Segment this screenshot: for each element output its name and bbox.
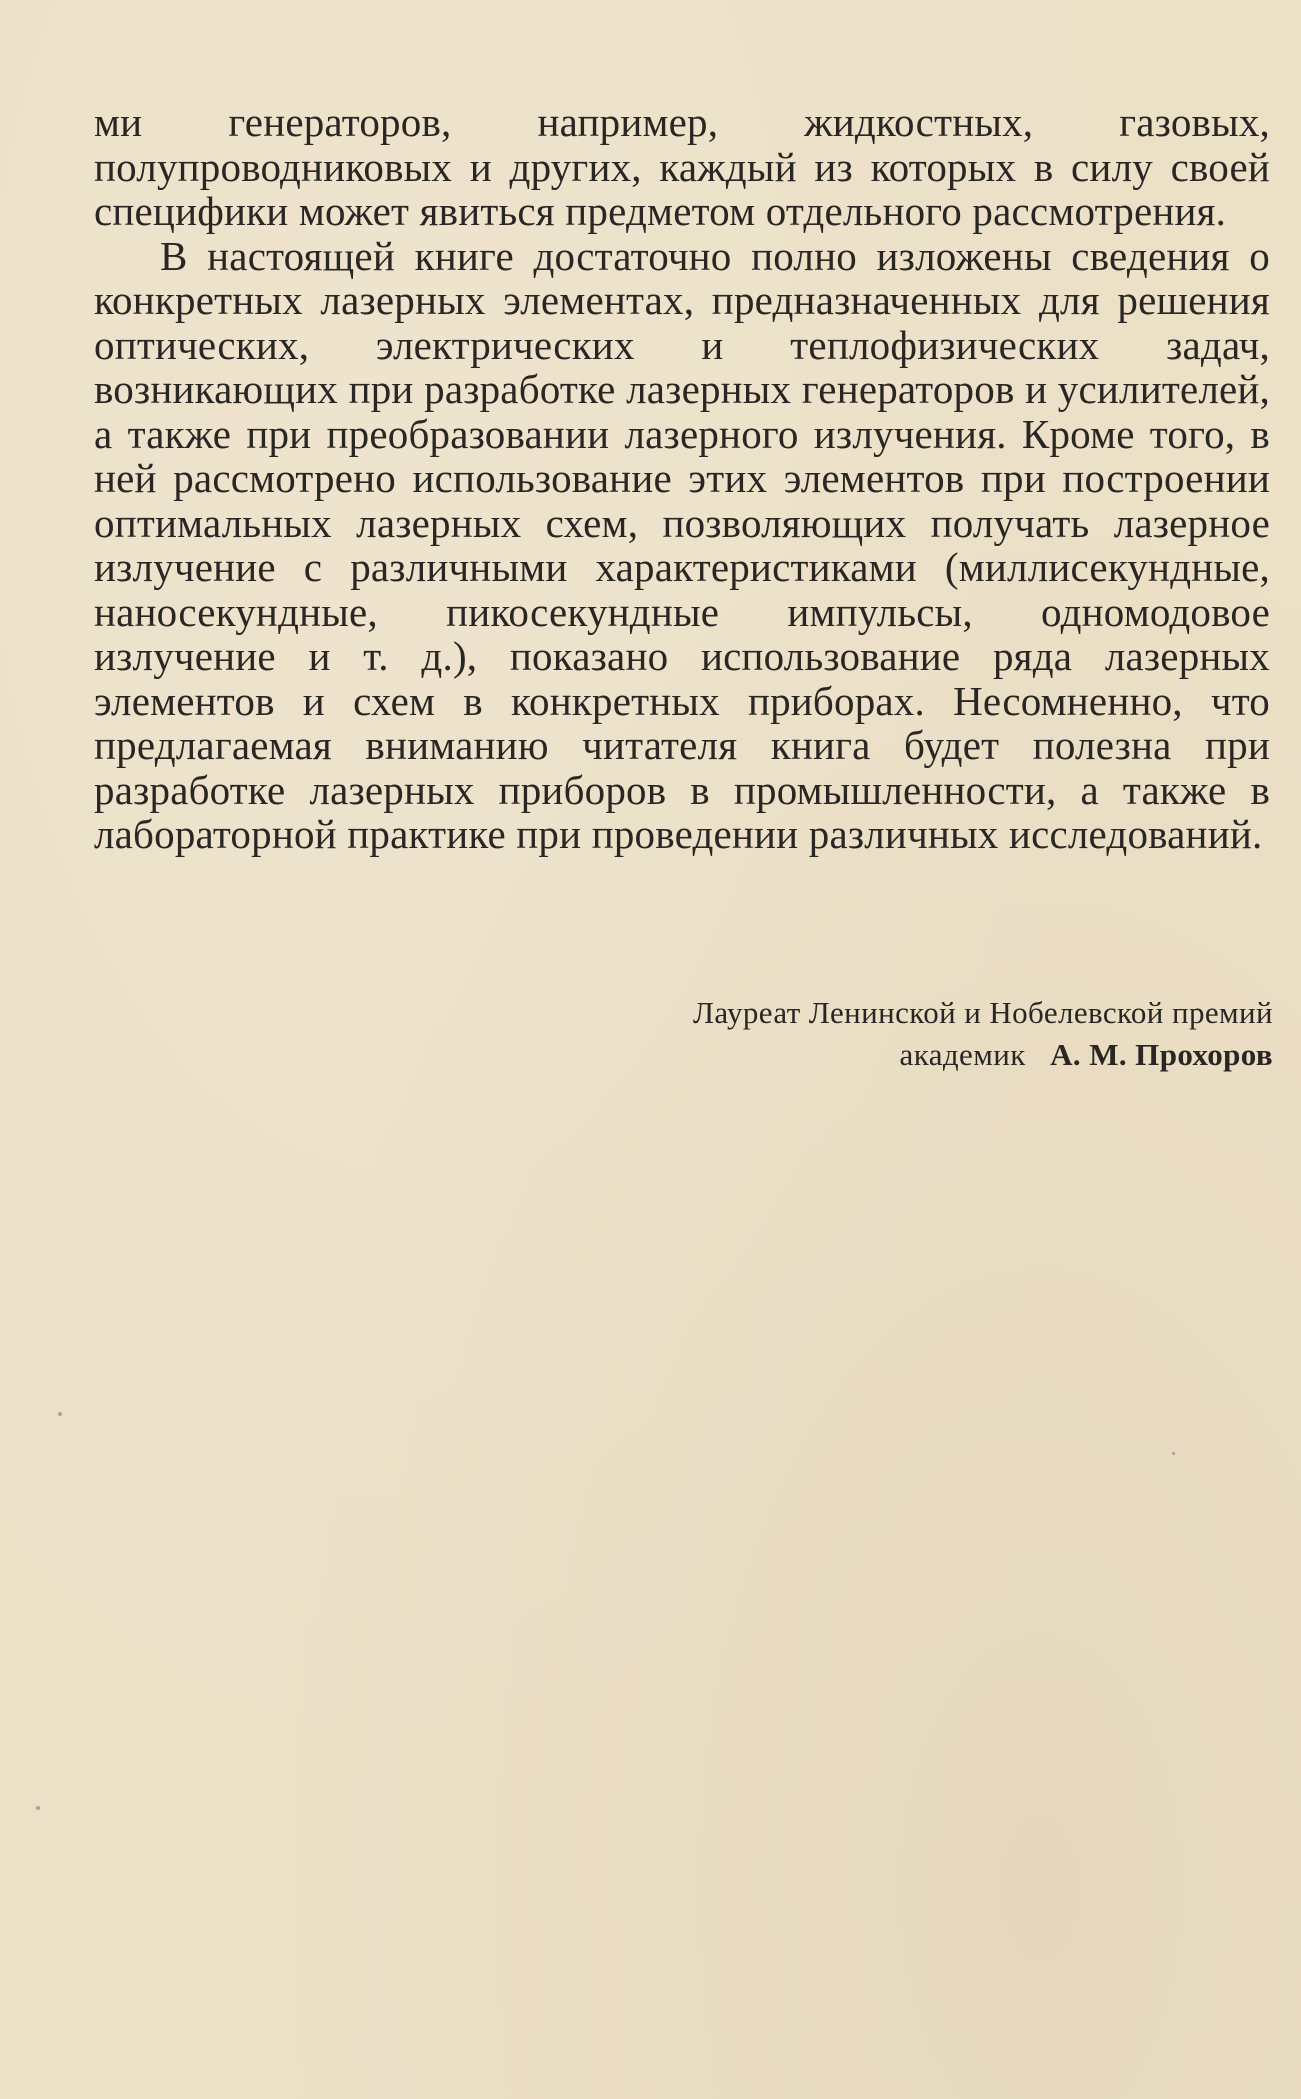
paragraph-continued: ми генераторов, например, жидкостных, газовых, полупроводниковых и других, каждый из которых в силу своей специфики может явиться предметом отдельного рассмотрения. xyxy=(94,99,1270,234)
paper-speck xyxy=(1172,1452,1175,1455)
signature-block xyxy=(373,992,1273,1076)
signature-space xyxy=(1034,1037,1042,1072)
signature-title: Лауреат Ленинской и Нобелевской премий xyxy=(693,995,1273,1030)
paper-speck xyxy=(36,1806,40,1810)
signature-name: А. М. Прохоров xyxy=(1050,1037,1273,1072)
signature-rank: академик xyxy=(899,1037,1026,1072)
body-text xyxy=(94,100,1270,857)
signature-author-line xyxy=(373,1034,1273,1076)
paper-speck xyxy=(58,1412,62,1416)
paragraph-main: В настоящей книге достаточно полно изложены сведения о конкретных лазерных элементах, предназначенных для решения оптических, электрических и теплофизических задач, возникающих при разработке лазерных генераторов и усилителей, а также при преобразовании лазерного излучения. Кроме того, в ней рассмотрено использование этих элементов при построении оптимальных лазерных схем, позволяющих получать лазерное излучение с различными характеристиками (миллисекундные, наносекундные, пикосекундные импульсы, одномодовое излучение и т. д.), показано использование ряда лазерных элементов и схем в конкретных приборах. Несомненно, что предлагаемая вниманию читателя книга будет полезна при разработке лазерных приборов в промышленности, а также в лабораторной практике при проведении различных исследований. xyxy=(94,232,1270,857)
